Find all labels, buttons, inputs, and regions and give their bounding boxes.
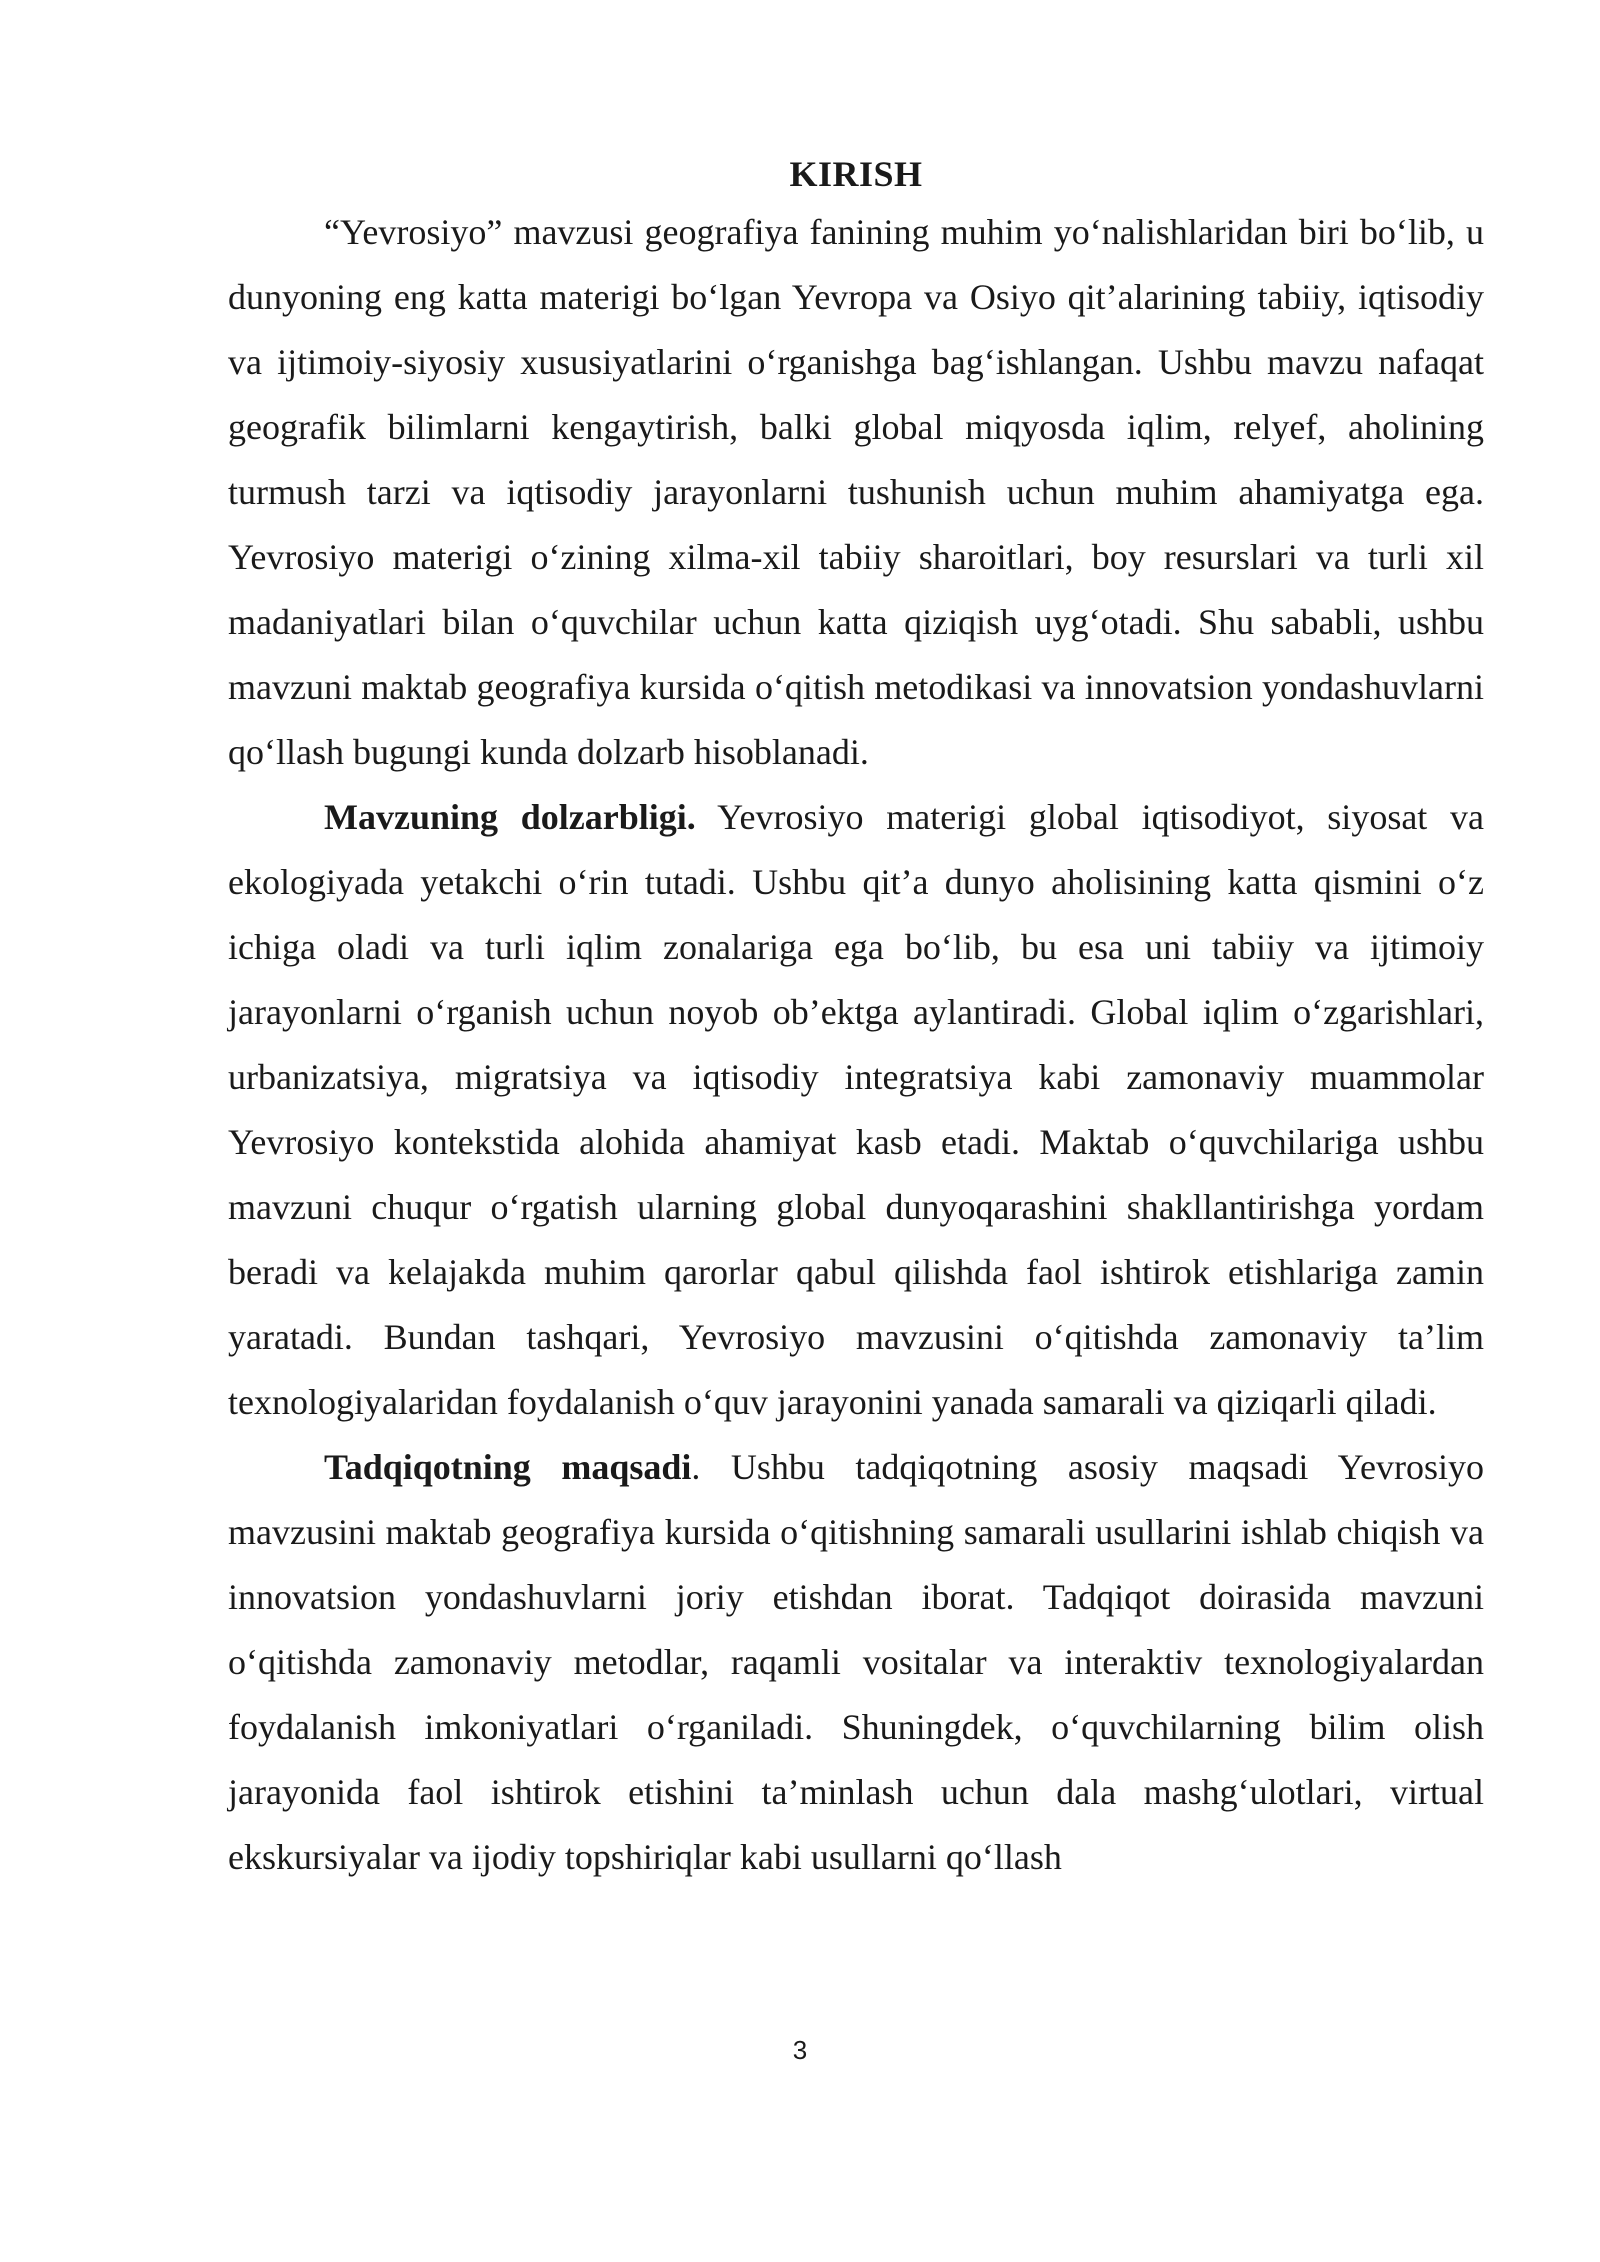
paragraph-text: “Yevrosiyo” mavzusi geografiya fanining muhim yo‘nalishlaridan biri bo‘lib, u dunyoning eng katta materigi bo‘lgan Yevropa va Osiyo qit’alarining tabiiy, iqtisodiy va ijtimoiy-siyosiy xususiyatlarini o‘rganishga bag‘ishlangan. Ushbu mavzu nafaqat geografik bilimlarni kengaytirish, balki global miqyosda iqlim, relyef, aholining turmush tarzi va iqtisodiy jarayonlarni tushunish uchun muhim ahamiyatga ega. Yevrosiyo materigi o‘zining xilma-xil tabiiy sharoitlari, boy resurslari va turli xil madaniyatlari bilan o‘quvchilar uchun katta qiziqish uyg‘otadi. Shu sababli, ushbu mavzuni maktab geografiya kursida o‘qitish metodikasi va innovatsion yondashuvlarni qo‘llash bugungi kunda dolzarb hisoblanadi.: [228, 212, 1484, 772]
paragraph-text: Yevrosiyo materigi global iqtisodiyot, siyosat va ekologiyada yetakchi o‘rin tutadi. Ushbu qit’a dunyo aholisining katta qismini o‘z ichiga oladi va turli iqlim zonalariga ega bo‘lib, bu esa uni tabiiy va ijtimoiy jarayonlarni o‘rganish uchun noyob ob’ektga aylantiradi. Global iqlim o‘zgarishlari, urbanizatsiya, migratsiya va iqtisodiy integratsiya kabi zamonaviy muammolar Yevrosiyo kontekstida alohida ahamiyat kasb etadi. Maktab o‘quvchilariga ushbu mavzuni chuqur o‘rgatish ularning global dunyoqarashini shakllantirishga yordam beradi va kelajakda muhim qarorlar qabul qilishda faol ishtirok etishlariga zamin yaratadi. Bundan tashqari, Yevrosiyo mavzusini o‘qitishda zamonaviy ta’lim texnologiyalaridan foydalanish o‘quv jarayonini yanada samarali va qiziqarli qiladi.: [228, 797, 1484, 1422]
paragraph-goal: [228, 1435, 1484, 1890]
page-number: 3: [792, 2035, 808, 2065]
paragraph-relevance: [228, 785, 1484, 1435]
paragraph-intro: [228, 200, 1484, 785]
paragraph-text: . Ushbu tadqiqotning asosiy maqsadi Yevrosiyo mavzusini maktab geografiya kursida o‘qitishning samarali usullarini ishlab chiqish va innovatsion yondashuvlarni joriy etishdan iborat. Tadqiqot doirasida mavzuni o‘qitishda zamonaviy metodlar, raqamli vositalar va interaktiv texnologiyalardan foydalanish imkoniyatlari o‘rganiladi. Shuningdek, o‘quvchilarning bilim olish jarayonida faol ishtirok etishini ta’minlash uchun dala mashg‘ulotlari, virtual ekskursiyalar va ijodiy topshiriqlar kabi usullarni qo‘llash: [228, 1447, 1484, 1877]
paragraph-lead-relevance: Mavzuning dolzarbligi.: [324, 797, 696, 837]
section-heading: KIRISH: [789, 154, 923, 194]
paragraph-lead-goal: Tadqiqotning maqsadi: [324, 1447, 692, 1487]
page-content: [228, 148, 1484, 1890]
